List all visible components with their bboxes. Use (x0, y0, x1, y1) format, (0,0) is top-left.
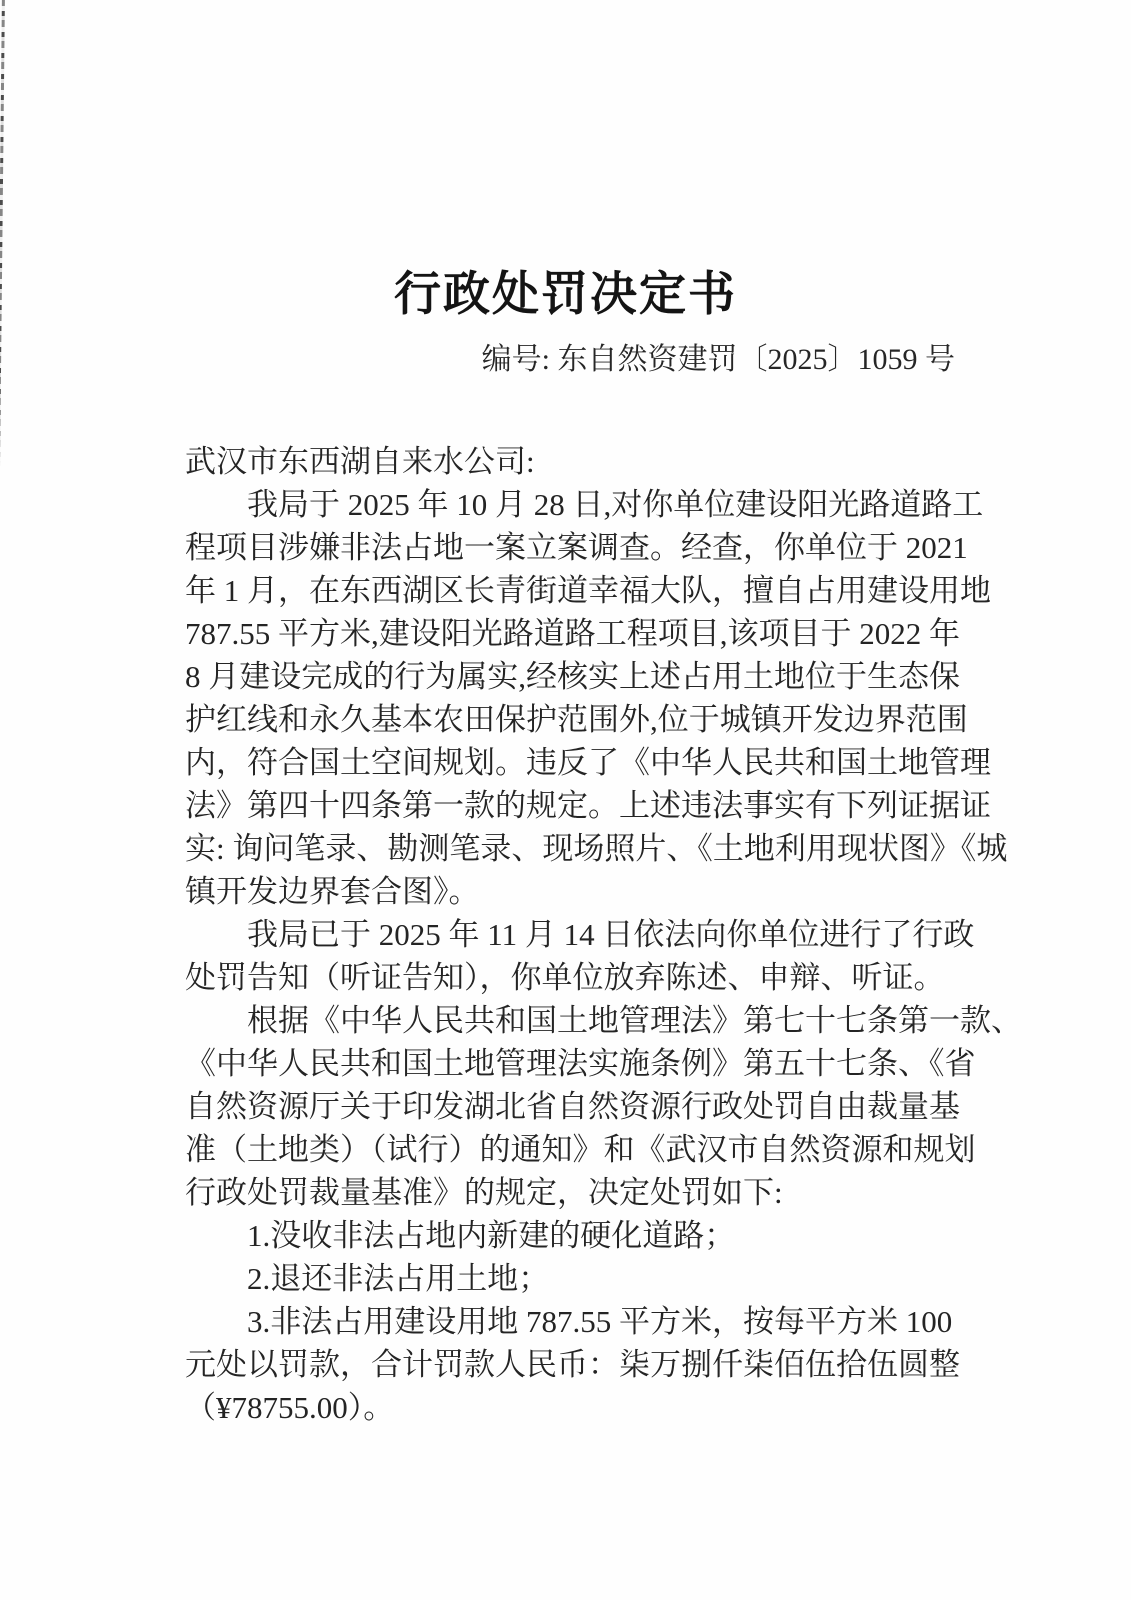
document-line: （¥78755.00）。 (185, 1390, 395, 1425)
document-line: 程项目涉嫌非法占地一案立案调查。经查，你单位于 2021 (185, 530, 968, 565)
document-line: 787.55 平方米,建设阳光路道路工程项目,该项目于 2022 年 (185, 616, 960, 651)
document-line: 我局于 2025 年 10 月 28 日,对你单位建设阳光路道路工 (247, 487, 984, 522)
document-line: 元处以罚款，合计罚款人民币：柒万捌仟柒佰伍拾伍圆整 (185, 1347, 960, 1382)
document-title: 行政处罚决定书 (394, 269, 737, 321)
scanner-edge-artifact (0, 0, 5, 1600)
document-body (185, 440, 1022, 1429)
document-line: 《中华人民共和国土地管理法实施条例》第五十七条、《省 (185, 1046, 976, 1081)
document-line: 法》第四十四条第一款的规定。上述违法事实有下列证据证 (185, 788, 991, 823)
document-line: 武汉市东西湖自来水公司: (185, 444, 535, 479)
document-number-value: 东自然资建罚〔2025〕1059 号 (557, 343, 955, 376)
document-line: 我局已于 2025 年 11 月 14 日依法向你单位进行了行政 (247, 917, 975, 952)
document-line: 护红线和永久基本农田保护范围外,位于城镇开发边界范围 (185, 702, 968, 737)
document-line: 1.没收非法占地内新建的硬化道路； (247, 1218, 736, 1253)
document-line: 内，符合国土空间规划。违反了《中华人民共和国土地管理 (185, 745, 991, 780)
document-line: 镇开发边界套合图》。 (185, 874, 480, 909)
document-line: 行政处罚裁量基准》的规定，决定处罚如下: (185, 1175, 783, 1210)
document-line: 3.非法占用建设用地 787.55 平方米，按每平方米 100 (247, 1304, 953, 1339)
document-line: 年 1 月，在东西湖区长青街道幸福大队，擅自占用建设用地 (185, 573, 991, 608)
document-number (482, 338, 955, 382)
document-number-label: 编号: (481, 343, 558, 376)
document-line: 8 月建设完成的行为属实,经核实上述占用土地位于生态保 (185, 659, 960, 694)
document-line: 自然资源厅关于印发湖北省自然资源行政处罚自由裁量基 (185, 1089, 960, 1124)
document-line: 处罚告知（听证告知），你单位放弃陈述、申辩、听证。 (185, 960, 945, 995)
document-line: 实: 询问笔录、勘测笔录、现场照片、《土地利用现状图》《城 (185, 831, 1008, 866)
document-line: 2.退还非法占用土地； (247, 1261, 550, 1296)
document-line: 准（土地类）（试行）的通知》和《武汉市自然资源和规划 (185, 1132, 976, 1167)
document-line: 根据《中华人民共和国土地管理法》第七十七条第一款、 (247, 1003, 1022, 1038)
